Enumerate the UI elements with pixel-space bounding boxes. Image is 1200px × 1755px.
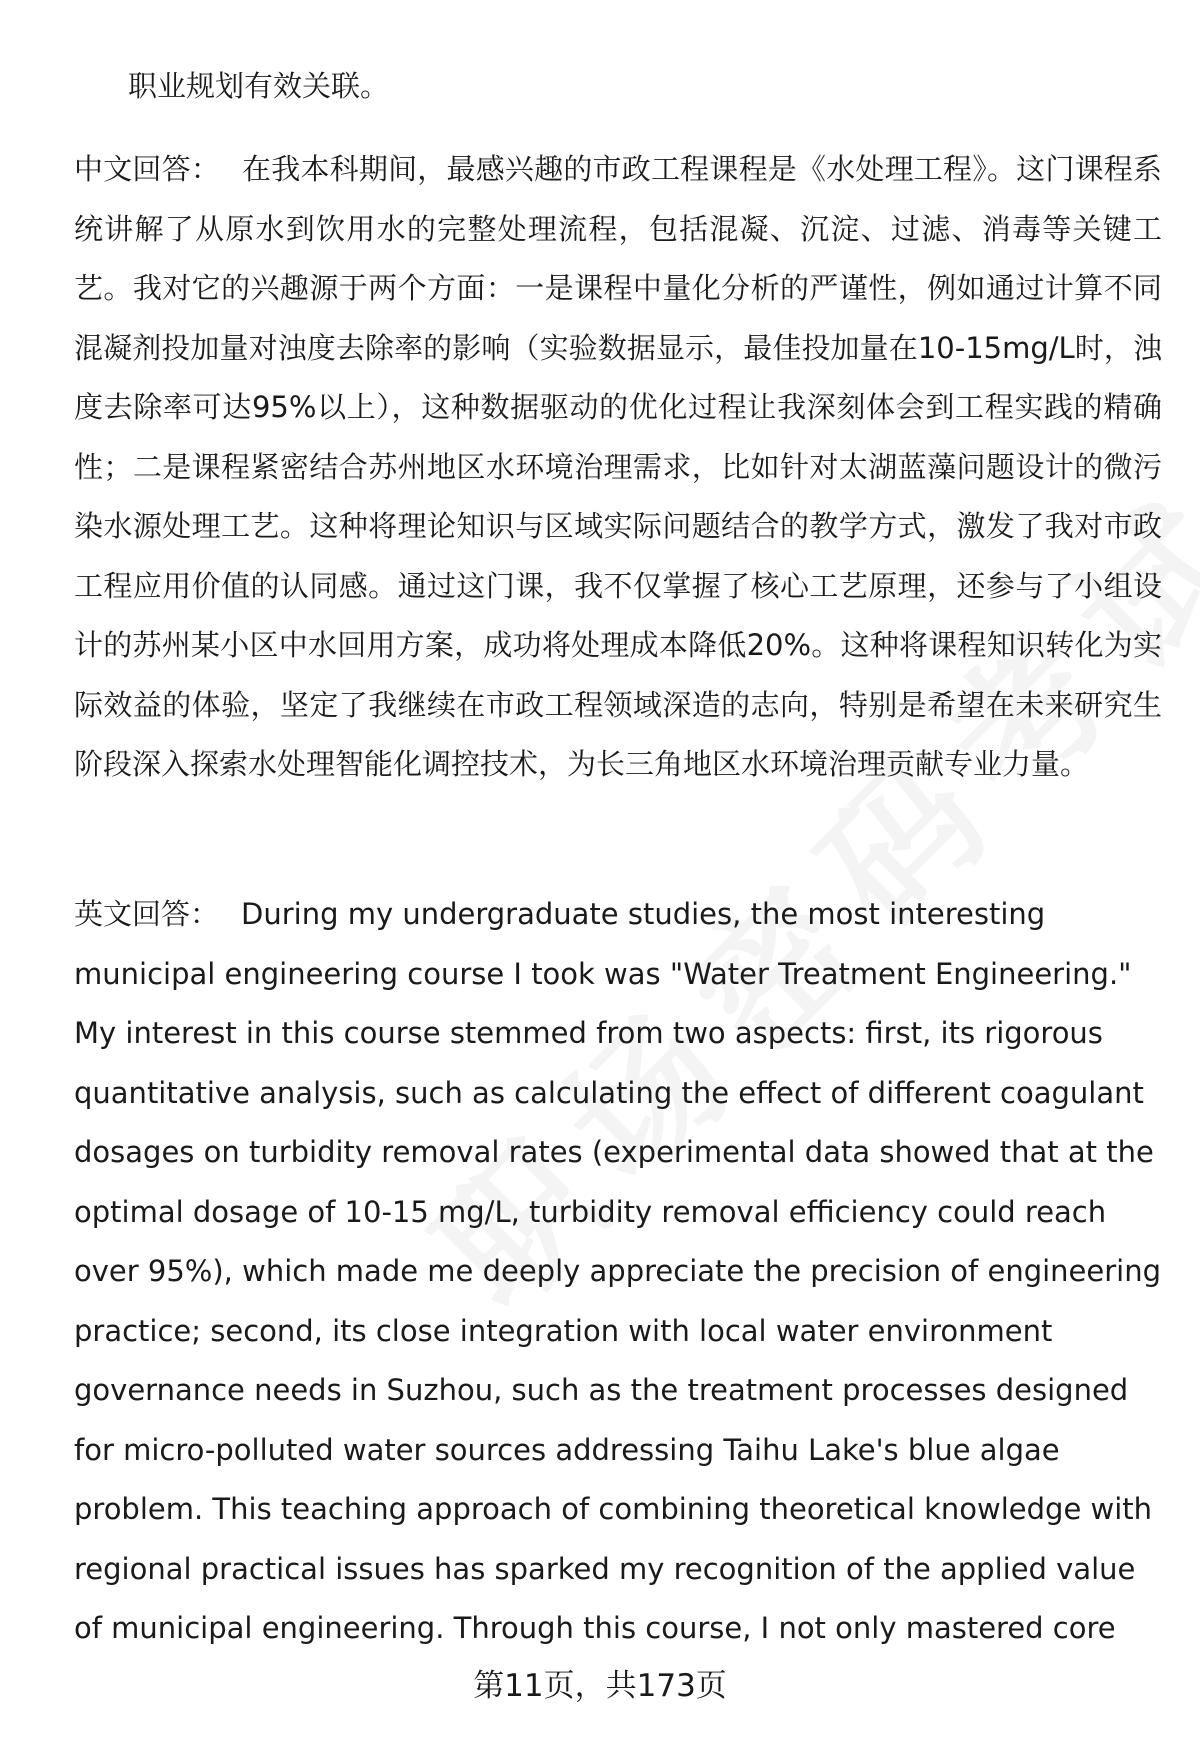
page-number-footer: 第11页，共173页 xyxy=(473,1668,727,1704)
chinese-answer-label: 中文回答： xyxy=(74,152,221,186)
chinese-answer-text: 在我本科期间，最感兴趣的市政工程课程是《水处理工程》。这门课程系统讲解了从原水到饮用水的完整处理流程，包括混凝、沉淀、过滤、消毒等关键工艺。我对它的兴趣源于两个方面：一是课程中量化分析的严谨性，例如通过计算不同混凝剂投加量对浊度去除率的影响（实验数据显示，最佳投加量在10-15mg/L时，浊度去除率可达95%以上），这种数据驱动的优化过程让我深刻体会到工程实践的精确性；二是课程紧密结合苏州地区水环境治理需求，比如针对太湖蓝藻问题设计的微污染水源处理工艺。这种将理论知识与区域实际问题结合的教学方式，激发了我对市政工程应用价值的认同感。通过这门课，我不仅掌握了核心工艺原理，还参与了小组设计的苏州某小区中水回用方案，成功将处理成本降低20%。这种将课程知识转化为实际效益的体验，坚定了我继续在市政工程领域深造的志向，特别是希望在未来研究生阶段深入探索水处理智能化调控技术，为长三角地区水环境治理贡献专业力量。 xyxy=(74,152,1162,781)
english-answer-text: During my undergraduate studies, the most interesting municipal engineering course I took was "Water Treatment Engineering." My interest in this course stemmed from two aspects: first, its rigorous quantitative analysis, such as calculating the effect of different coagulant dosages on turbidity removal rates (experimental data showed that at the optimal dosage of 10-15 mg/L, turbidity removal efficiency could reach over 95%), which made me deeply appreciate the precision of engineering practice; second, its close integration with local water environment governance needs in Suzhou, such as the treatment processes designed for micro-polluted water sources addressing Taihu Lake's blue algae problem. This teaching approach of combining theoretical knowledge with regional practical issues has sparked my recognition of the applied value of municipal engineering. Through this course, I not only mastered core xyxy=(74,897,1161,1645)
intro-line: 职业规划有效关联。 xyxy=(128,69,390,103)
chinese-answer-paragraph xyxy=(74,140,1162,795)
english-answer-paragraph xyxy=(74,885,1162,1659)
english-answer-label: 英文回答： xyxy=(74,897,220,931)
